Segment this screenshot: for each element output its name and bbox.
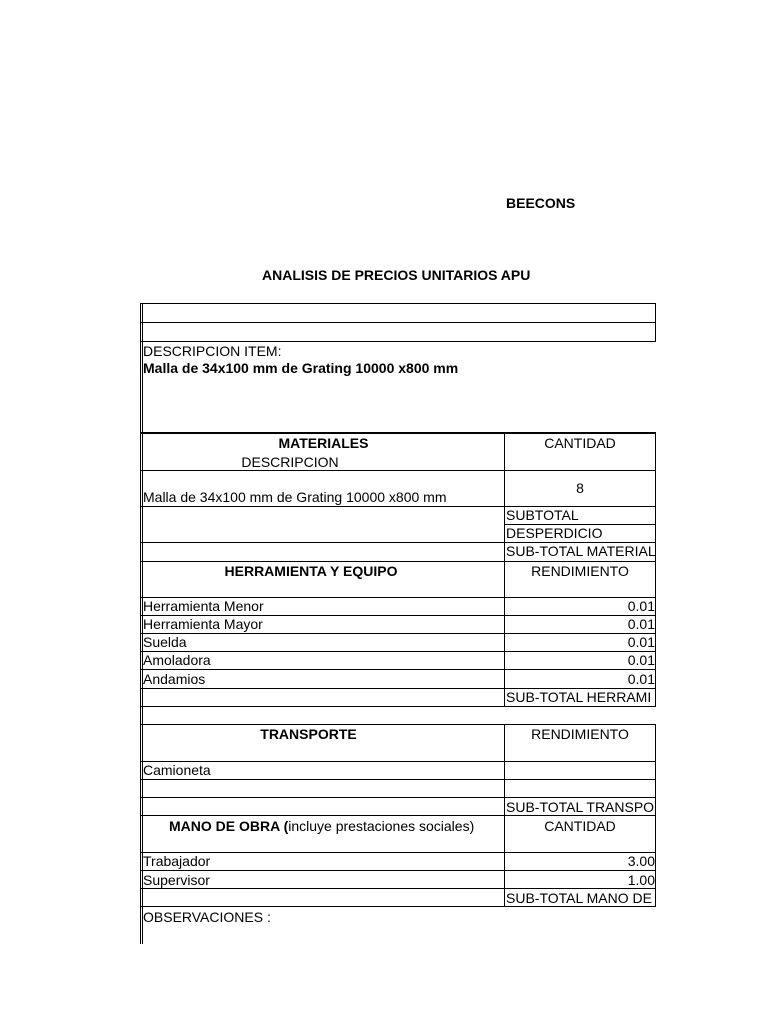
materiales-heading: MATERIALES	[278, 435, 369, 451]
mano-obra-name: Trabajador	[143, 853, 211, 869]
subtotal-label: SUBTOTAL	[506, 507, 579, 523]
company-name: BEECONS	[506, 195, 576, 211]
herramienta-name: Andamios	[143, 671, 206, 687]
row-divider	[141, 669, 656, 670]
row-divider	[141, 761, 656, 762]
row-divider	[141, 470, 656, 471]
row-divider	[141, 870, 656, 871]
section-top-border	[141, 432, 656, 434]
section-top-border	[141, 561, 656, 562]
herramienta-value: 0.01	[627, 634, 655, 650]
herramienta-value: 0.01	[627, 616, 655, 632]
page-title: ANALISIS DE PRECIOS UNITARIOS APU	[262, 267, 531, 283]
row-divider	[141, 706, 656, 707]
item-description: Malla de 34x100 mm de Grating 10000 x800 mm	[143, 360, 459, 376]
section-top-border	[141, 724, 656, 725]
section-top-border	[141, 815, 656, 816]
mano-obra-heading-note: incluye prestaciones sociales)	[288, 818, 475, 834]
row-divider	[141, 797, 656, 798]
herramienta-heading: HERRAMIENTA Y EQUIPO	[224, 563, 398, 579]
herramienta-name: Suelda	[143, 634, 187, 650]
material-name: Malla de 34x100 mm de Grating 10000 x800 mm	[143, 489, 447, 505]
herramienta-value: 0.01	[627, 598, 655, 614]
material-qty: 8	[576, 480, 584, 496]
herramienta-name: Amoladora	[143, 652, 211, 668]
subtotal-transporte-label: SUB-TOTAL TRANSPO	[506, 799, 655, 815]
materiales-qty-header: CANTIDAD	[544, 435, 616, 451]
mano-obra-name: Supervisor	[143, 872, 210, 888]
herramienta-col-header: RENDIMIENTO	[531, 563, 629, 579]
herramienta-name: Herramienta Mayor	[143, 616, 263, 632]
mano-obra-value: 1.00	[627, 872, 655, 888]
right-border	[655, 561, 656, 707]
mano-obra-heading-bold: MANO DE OBRA (	[169, 818, 289, 834]
row-divider	[141, 341, 656, 342]
item-label: DESCRIPCION ITEM:	[143, 343, 282, 359]
mano-obra-col-header: CANTIDAD	[544, 818, 616, 834]
herramienta-value: 0.01	[627, 671, 655, 687]
row-divider	[141, 888, 656, 889]
transporte-col-header: RENDIMIENTO	[531, 726, 629, 742]
row-divider	[141, 779, 656, 780]
herramienta-name: Herramienta Menor	[143, 598, 264, 614]
row-divider	[141, 906, 656, 907]
row-divider	[141, 303, 656, 304]
observaciones-label: OBSERVACIONES :	[143, 909, 271, 925]
mano-obra-heading	[169, 818, 474, 834]
subtotal-mano-obra-label: SUB-TOTAL MANO DE	[506, 890, 652, 906]
desperdicio-label: DESPERDICIO	[506, 525, 603, 541]
transporte-name: Camioneta	[143, 762, 211, 778]
mano-obra-value: 3.00	[627, 853, 655, 869]
right-border	[655, 303, 656, 341]
row-divider	[141, 322, 656, 323]
materiales-subheading: DESCRIPCION	[241, 454, 339, 470]
subtotal-herramienta-label: SUB-TOTAL HERRAMI	[506, 689, 652, 705]
herramienta-value: 0.01	[627, 652, 655, 668]
transporte-heading: TRANSPORTE	[260, 726, 357, 742]
subtotal-material-label: SUB-TOTAL MATERIAL	[506, 543, 656, 559]
